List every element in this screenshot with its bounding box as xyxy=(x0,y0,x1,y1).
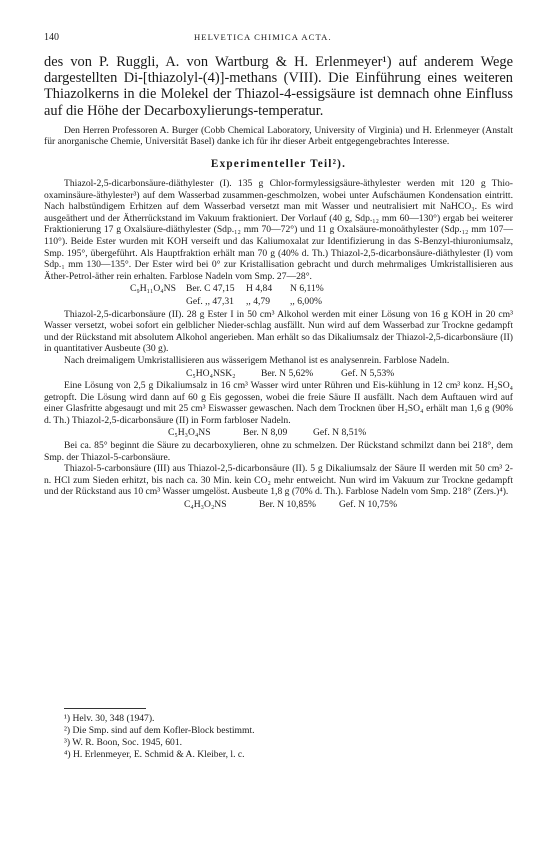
calc-value: Ber. N 8,09 xyxy=(243,427,288,439)
analysis-row-ester-found xyxy=(186,296,513,308)
found-value: Gef. ,, 47,31 xyxy=(186,295,234,307)
found-h: ,, 4,79 xyxy=(246,295,270,307)
footnote-3: ³) W. R. Boon, Soc. 1945, 601. xyxy=(64,737,183,748)
footnote-rule xyxy=(64,708,146,709)
paragraph-recryst: Nach dreimaligem Umkristallisieren aus wässerigem Methanol ist es analysenrein. Farblose Nadeln. xyxy=(64,354,450,366)
experimental-body xyxy=(44,178,513,511)
calc-value: Ber. N 10,85% xyxy=(259,499,317,511)
h-value: H 4,84 xyxy=(246,283,273,295)
paragraph-decarboxylation: Bei ca. 85° beginnt die Säure zu decarboxylieren, ohne zu schmelzen. Der Rückstand schmilzt dann bei 218°, dem Smp. der Thiazol-5-carbonsäure. xyxy=(44,440,513,463)
analysis-row-ester xyxy=(130,283,513,295)
calc-value: Ber. N 5,62% xyxy=(261,367,314,379)
found-n: ,, 6,00% xyxy=(290,295,322,307)
analysis-row-thiazole-5 xyxy=(184,499,513,511)
paragraph-acid: Thiazol-2,5-dicarbonsäure (II). 28 g Ester I in 50 cm³ Alkohol werden mit einer Lösung von 16 g KOH in 20 cm³ Wasser versetzt, wobei sofort ein gelblicher Nieder-schlag ausfällt. Nun wird auf dem Wasserbad zur Trockne gedampft und der Rückstand mit absolutem Alkohol angerieben. Man erhält so das Dikaliumsalz der Thiazol-2,5-dicarbonsäure (II) in quantitativer Ausbeute (30 g). xyxy=(44,308,513,355)
paragraph-thiazole-5: Thiazol-5-carbonsäure (III) aus Thiazol-2,5-dicarbonsäure (II). 5 g Dikaliumsalz der Säure II werden mit 50 cm³ 2-n. HCl zum Sieden erhitzt, bis nach ca. 30 Min. kein CO₂ mehr entweicht. Nun wird im Vakuum zur Trockne gedampft und der Rückstand aus 10 cm³ Wasser umgelöst. Ausbeute 1,8 g (70% d. Th.). Farblose Nadeln vom Smp. 218° (Zers.)⁴). xyxy=(44,463,513,498)
paragraph-free-acid: Eine Lösung von 2,5 g Dikaliumsalz in 16 cm³ Wasser wird unter Rühren und Eis-kühlung in 12 cm³ konz. H₂SO₄ getropft. Die Lösung wird dann auf 60 g Eis gegossen, wobei die freie Säure II ausfällt. Nach dem Auftauen wird auf einer Glasfritte abgesaugt und mit 25 cm³ Eiswasser gewaschen. Nach dem Trocknen über H₂SO₄ erhält man 1,6 g (90% d. Th.) Thiazol-2,5-dicarbonsäure (II) in Form farbloser Nadeln. xyxy=(44,380,513,426)
footnote-2: ²) Die Smp. sind auf dem Kofler-Block bestimmt. xyxy=(64,725,255,736)
calc-value: Ber. C 47,15 xyxy=(186,283,235,295)
intro-text: des von P. Ruggli, A. von Wartburg & H. Erlenmeyer¹) auf anderem Wege dargestellten Di-[thiazolyl-(4)]-methans (VIII). Die Einführung eines weiteren Thiazolkerns in die Molekel der Thiazol-4-essigsäure ist demnach ohne Einfluss auf die Höhe der Decarboxylierungs-temperatur. xyxy=(44,54,513,119)
analysis-row-acid xyxy=(168,427,513,439)
n-value: N 6,11% xyxy=(290,283,324,295)
running-head xyxy=(44,32,513,46)
journal-title: HELVETICA CHIMICA ACTA. xyxy=(194,32,332,42)
formula: C₅HO₄NSK₂ xyxy=(186,367,236,379)
footnote-1: ¹) Helv. 30, 348 (1947). xyxy=(64,713,155,724)
section-title: Experimenteller Teil²). xyxy=(210,158,347,170)
found-value: Gef. N 5,53% xyxy=(341,367,395,379)
footnote-4: ⁴) H. Erlenmeyer, E. Schmid & A. Kleiber, l. c. xyxy=(64,749,245,760)
acknowledgement-text: Den Herren Professoren A. Burger (Cobb Chemical Laboratory, University of Virginia) und H. Erlenmeyer (Anstalt für anorganische Chemie, Universität Basel) danke ich für ihr dieser Arbeit entgegengebrachtes Interesse. xyxy=(44,124,513,148)
paragraph-ester: Thiazol-2,5-dicarbonsäure-diäthylester (I). 135 g Chlor-formylessigsäure-äthylester werden mit 120 g Thio-oxaminsäure-äthylester³) auf dem Wasserbad zusammen-geschmolzen, wobei unter Aufschäumen Kondensation eintritt. Nach halbstündigem Erhitzen auf dem Wasserbad versetzt man mit Wasser und neutralisiert mit NaHCO₃. Es wird ausgeäthert und der Ätherrückstand im Vakuum fraktioniert. Der Vorlauf (40 g, Sdp.₁₂ mm 60—130°) ergab bei weiterer Fraktionierung 17 g Oxalsäure-diäthylester (Sdp.₁₂ mm 70—72°) und 11 g Oxalsäure-monoäthylester (Sdp.₁₂ mm 107—110°). Beide Ester wurden mit KOH verseift und das Kaliumoxalat zur Identifizierung in das S-Benzyl-thiuroniumsalz, Smp. 195°, übergeführt. Als Hauptfraktion erhält man 70 g (40% d. Th.) Thiazol-2,5-dicarbonsäure-diäthylester (I) vom Sdp.₁ mm 130—135°. Der Ester wird bei 0° zur Kristallisation gebracht und durch mehrmaliges Umkristallisieren aus Äther-Petrol-äther rein erhalten. Farblose Nadeln vom Smp. 27—28°. xyxy=(44,178,513,282)
analysis-row-salt xyxy=(186,368,513,380)
formula: C₉H₁₁O₄NS xyxy=(130,283,176,295)
acknowledgement xyxy=(44,125,513,148)
formula: C₄H₃O₂NS xyxy=(184,499,227,511)
intro-paragraph xyxy=(44,54,513,119)
found-value: Gef. N 8,51% xyxy=(313,427,367,439)
formula: C₅H₃O₄NS xyxy=(168,427,211,439)
footnotes xyxy=(44,708,513,761)
page-number: 140 xyxy=(44,32,59,43)
found-value: Gef. N 10,75% xyxy=(339,499,398,511)
